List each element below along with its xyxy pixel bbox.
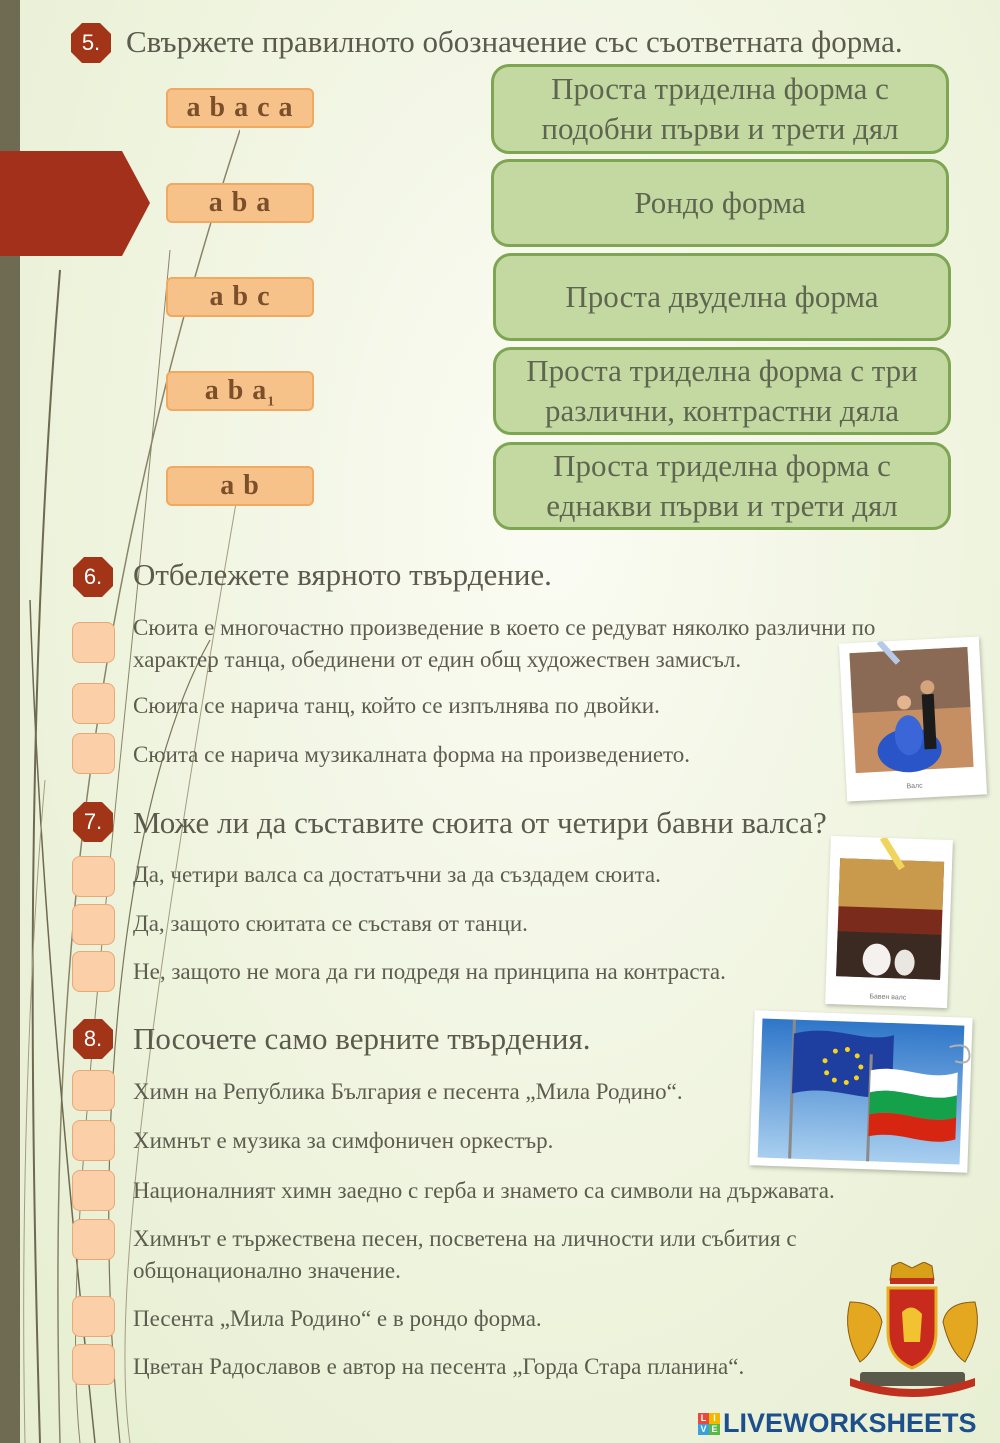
q8-statement-6: Цветан Радославов е автор на песента „Горда Стара планина“. — [133, 1354, 745, 1379]
red-arrow-decoration — [0, 151, 150, 256]
answer-box-1[interactable] — [491, 64, 949, 154]
q8-statement-2: Химнът е музика за симфоничен оркестър. — [133, 1128, 554, 1153]
q6-statement-3: Сюита се нарича музикалната форма на произведението. — [133, 742, 691, 767]
q6-statement-1 — [133, 612, 875, 676]
q6-checkbox-3[interactable] — [72, 733, 115, 774]
statement-line: характер танца, обединени от един общ художествен замисъл. — [133, 647, 742, 672]
label-text: a b a — [208, 187, 272, 218]
q6-statement-2: Сюита се нарича танц, който се изпълнява по двойки. — [133, 693, 660, 718]
answer-box-3[interactable] — [493, 253, 951, 341]
answer-box-4[interactable] — [493, 347, 951, 435]
label-text: a b a — [204, 375, 268, 406]
statement-line: Химнът е тържествена песен, посветена на личности или събития с — [133, 1226, 797, 1251]
brand-name: LIVEWORKSHEETS — [723, 1408, 977, 1438]
q5-title: Свържете правилното обозначение със съответната форма. — [126, 24, 903, 59]
q8-statement-4 — [133, 1223, 797, 1287]
label-subscript: 1 — [267, 394, 276, 410]
answer-line: Рондо форма — [634, 185, 806, 220]
ballroom-caption: Бавен валс — [869, 993, 907, 1002]
logo-letter: E — [709, 1424, 720, 1435]
liveworksheets-logo-icon — [698, 1413, 720, 1435]
q6-number-badge — [72, 556, 114, 598]
answer-line: еднакви първи и трети дял — [546, 488, 898, 523]
q8-checkbox-6[interactable] — [72, 1344, 115, 1385]
dancers-photo — [839, 636, 987, 801]
answer-box-5[interactable] — [493, 442, 951, 530]
q7-checkbox-1[interactable] — [72, 856, 115, 897]
q8-checkbox-5[interactable] — [72, 1296, 115, 1337]
q6-number: 6. — [83, 564, 103, 589]
logo-letter: I — [709, 1413, 720, 1424]
ballroom-photo — [825, 836, 953, 1008]
q8-checkbox-4[interactable] — [72, 1219, 115, 1260]
dancers-caption: Валс — [906, 782, 923, 791]
q7-statement-3: Не, защото не мога да ги подредя на принципа на контраста. — [133, 959, 726, 984]
q7-checkbox-2[interactable] — [72, 904, 115, 945]
logo-letter: L — [698, 1413, 709, 1424]
label-text: a b — [220, 470, 260, 501]
q7-statement-1: Да, четири валса са достатъчни за да създадем сюита. — [133, 862, 661, 887]
q5-number: 5. — [81, 30, 101, 55]
answer-line: Проста триделна форма с три — [526, 353, 918, 388]
q8-statement-5: Песента „Мила Родино“ е в рондо форма. — [133, 1306, 542, 1331]
answer-line: Проста триделна форма с — [553, 448, 891, 483]
label-text: a b c — [209, 281, 271, 312]
q6-checkbox-1[interactable] — [72, 622, 115, 663]
q8-number-badge — [72, 1018, 114, 1060]
label-aba[interactable] — [166, 183, 314, 223]
q7-number-badge — [72, 801, 114, 843]
q7-checkbox-3[interactable] — [72, 951, 115, 992]
q6-title: Отбележете вярното твърдение. — [133, 557, 552, 592]
label-abaca[interactable] — [166, 88, 314, 128]
q8-checkbox-1[interactable] — [72, 1070, 115, 1111]
q8-checkbox-2[interactable] — [72, 1120, 115, 1161]
q7-title: Може ли да съставите сюита от четири бавни валса? — [133, 805, 827, 840]
q8-number: 8. — [83, 1026, 103, 1051]
label-text: a b a c a — [186, 92, 294, 123]
q8-checkbox-3[interactable] — [72, 1170, 115, 1211]
statement-line: общонационално значение. — [133, 1258, 401, 1283]
q6-checkbox-2[interactable] — [72, 683, 115, 724]
q7-statement-2: Да, защото сюитата се съставя от танци. — [133, 911, 528, 936]
statement-line: Сюита е многочастно произведение в което се редуват няколко различни по — [133, 615, 876, 640]
answer-line: Проста триделна форма с — [551, 71, 889, 106]
liveworksheets-brand[interactable] — [698, 1408, 977, 1439]
flags-photo — [749, 1010, 972, 1173]
answer-line: Проста двуделна форма — [565, 279, 879, 314]
answer-line: различни, контрастни дяла — [544, 393, 900, 428]
q8-statement-3: Националният химн заедно с герба и знамето са символи на държавата. — [133, 1178, 835, 1203]
q7-number: 7. — [83, 809, 103, 834]
logo-letter: V — [698, 1424, 709, 1435]
label-ab[interactable] — [166, 466, 314, 506]
coat-of-arms-icon — [830, 1262, 995, 1400]
q8-statement-1: Химн на Република България е песента „Мила Родино“. — [133, 1079, 683, 1104]
label-abc[interactable] — [166, 277, 314, 317]
label-aba1[interactable] — [166, 371, 314, 411]
q5-number-badge — [70, 22, 112, 64]
answer-line: подобни първи и трети дял — [541, 111, 899, 146]
q8-title: Посочете само верните твърдения. — [133, 1021, 591, 1056]
answer-box-2[interactable] — [491, 159, 949, 247]
